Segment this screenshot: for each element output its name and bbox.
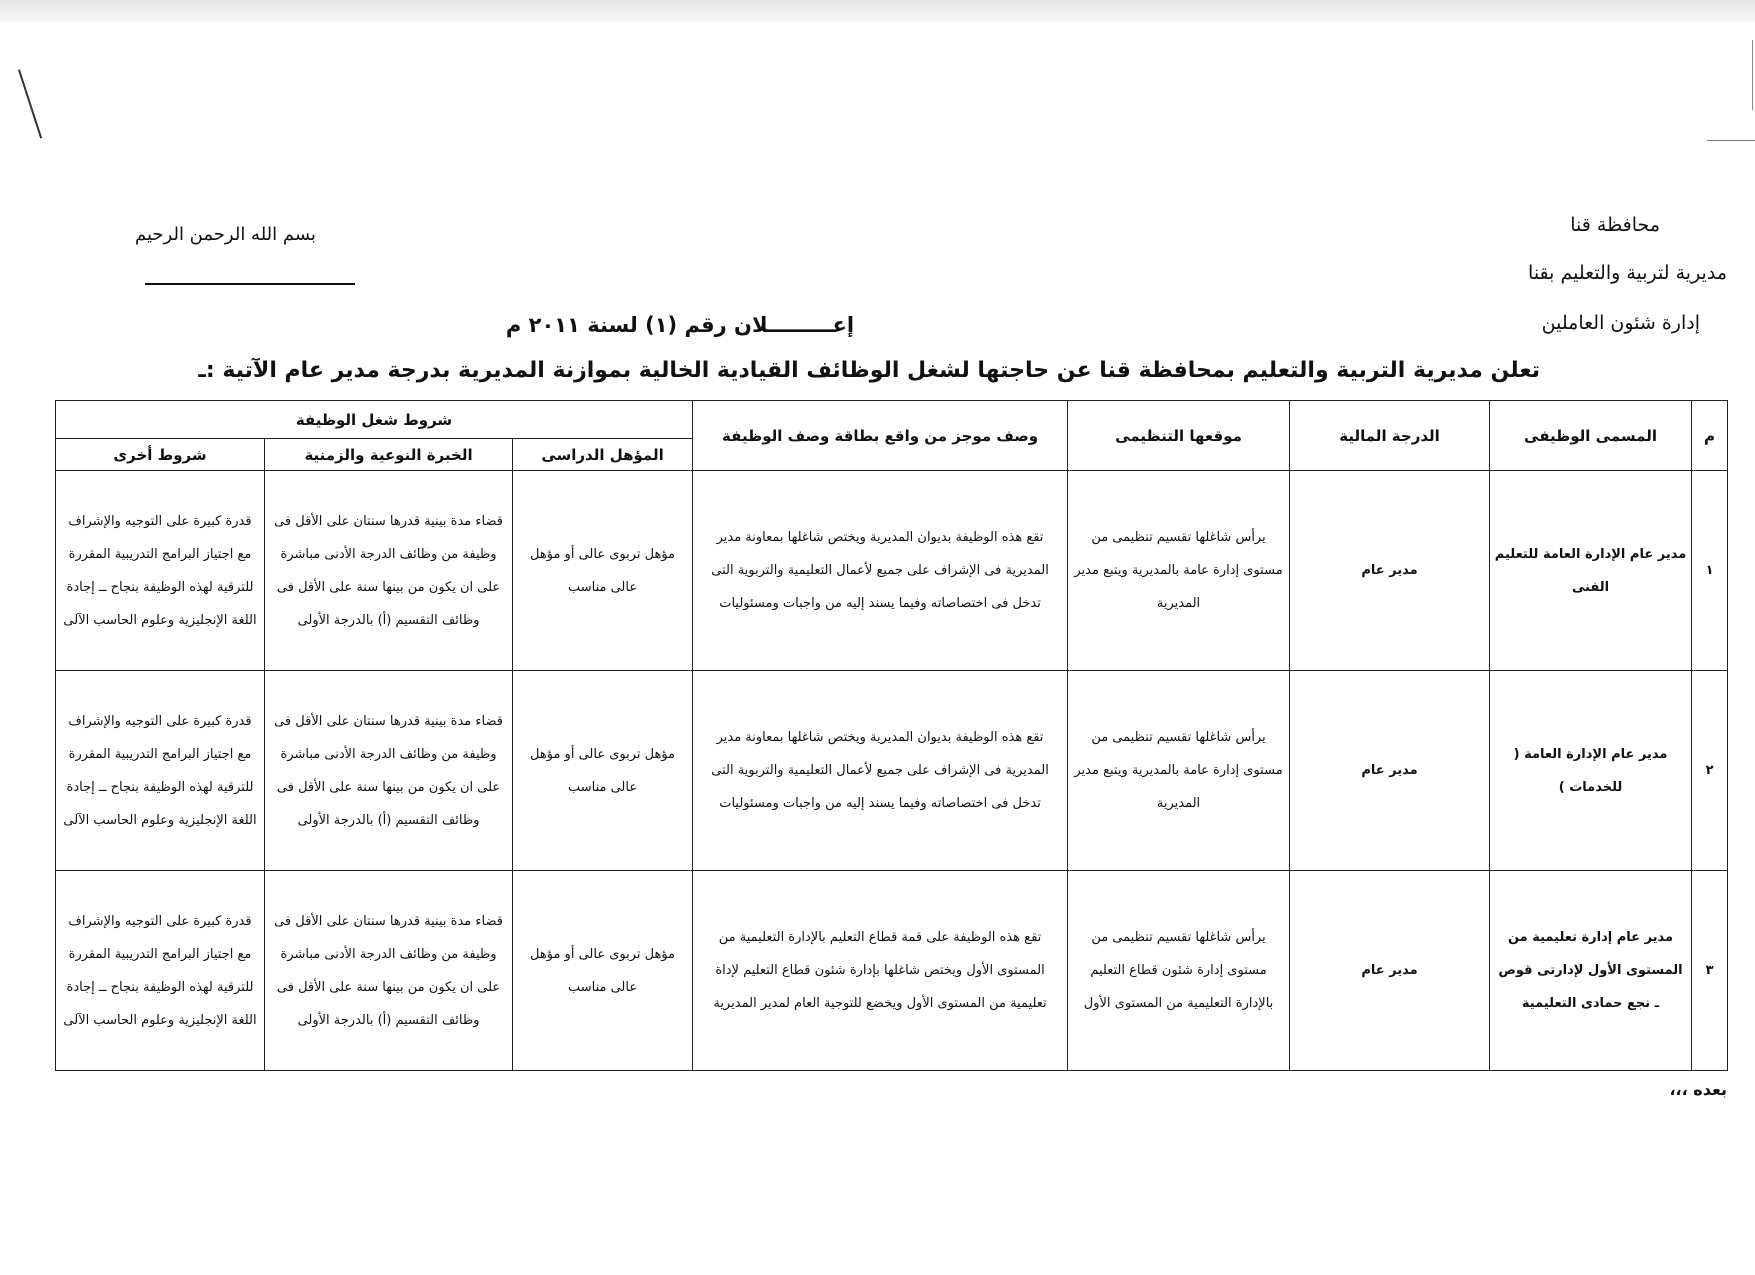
table-row bbox=[56, 871, 1728, 1071]
header-description: وصف موجز من واقع بطاقة وصف الوظيفة bbox=[693, 401, 1068, 471]
basmala-underline bbox=[145, 283, 355, 285]
scan-top-strip bbox=[0, 0, 1755, 22]
cell-description: تقع هذه الوظيفة على قمة قطاع التعليم بالإدارة التعليمية من المستوى الأول ويختص شاغلها بإدارة شئون قطاع التعليم لإداة تعليمية من المستوى الأول ويخضع للتوجية العام لمدير المديرية bbox=[693, 871, 1068, 1071]
scan-edge-line bbox=[1752, 40, 1753, 110]
directorate-label: مديرية لتربية والتعليم بقنا bbox=[1528, 262, 1727, 284]
cell-position: يرأس شاغلها تقسيم تنظيمى من مستوى إدارة شئون قطاع التعليم بالإدارة التعليمية من المستوى الأول bbox=[1068, 871, 1290, 1071]
table-row bbox=[56, 471, 1728, 671]
scan-edge-mark bbox=[1707, 140, 1755, 141]
cell-job-title: مدير عام الإدارة العامة ( للخدمات ) bbox=[1490, 671, 1692, 871]
cell-other: قدرة كبيرة على التوجيه والإشراف مع اجتياز البرامج التدريبية المقررة للترقية لهذه الوظيفة بنجاح ــ إجادة اللغة الإنجليزية وعلوم الحاسب الآلى bbox=[56, 471, 265, 671]
header-conditions-group: شروط شغل الوظيفة bbox=[56, 401, 693, 439]
cell-position: يرأس شاغلها تقسيم تنظيمى من مستوى إدارة عامة بالمديرية ويتبع مدير المديرية bbox=[1068, 471, 1290, 671]
announcement-subtitle: تعلن مديرية التربية والتعليم بمحافظة قنا عن حاجتها لشغل الوظائف القيادية الخالية بموازنة المديرية بدرجة مدير عام الآتية :ـ bbox=[198, 358, 1540, 383]
header-grade: الدرجة المالية bbox=[1290, 401, 1490, 471]
cell-job-title: مدير عام الإدارة العامة للتعليم الفنى bbox=[1490, 471, 1692, 671]
header-position: موقعها التنظيمى bbox=[1068, 401, 1290, 471]
cell-position: يرأس شاغلها تقسيم تنظيمى من مستوى إدارة عامة بالمديرية ويتبع مدير المديرية bbox=[1068, 671, 1290, 871]
cell-qualification: مؤهل تربوى عالى أو مؤهل عالى مناسب bbox=[513, 471, 693, 671]
header-qualification: المؤهل الدراسى bbox=[513, 439, 693, 471]
header-job-title: المسمى الوظيفى bbox=[1490, 401, 1692, 471]
cell-job-title: مدير عام إدارة تعليمية من المستوى الأول لإدارتى قوص ـ نجع حمادى التعليمية bbox=[1490, 871, 1692, 1071]
header-num: م bbox=[1692, 401, 1728, 471]
cell-num: ٣ bbox=[1692, 871, 1728, 1071]
footer-continued: بعده ،،، bbox=[1669, 1080, 1727, 1099]
cell-num: ١ bbox=[1692, 471, 1728, 671]
cell-num: ٢ bbox=[1692, 671, 1728, 871]
cell-qualification: مؤهل تربوى عالى أو مؤهل عالى مناسب bbox=[513, 871, 693, 1071]
jobs-table bbox=[55, 400, 1728, 1071]
basmala: بسم الله الرحمن الرحيم bbox=[135, 224, 316, 245]
department-label: إدارة شئون العاملين bbox=[1541, 312, 1700, 334]
scan-pen-mark bbox=[18, 69, 42, 138]
cell-description: تقع هذه الوظيفة بديوان المديرية ويختص شاغلها بمعاونة مدير المديرية فى الإشراف على جميع لأعمال التعليمية والتربوية التى تدخل فى اختصاصاته وفيما يسند إليه من واجبات ومسئوليات bbox=[693, 471, 1068, 671]
cell-other: قدرة كبيرة على التوجيه والإشراف مع اجتياز البرامج التدريبية المقررة للترقية لهذه الوظيفة بنجاح ــ إجادة اللغة الإنجليزية وعلوم الحاسب الآلى bbox=[56, 871, 265, 1071]
header-experience: الخبرة النوعية والزمنية bbox=[265, 439, 513, 471]
cell-experience: قضاء مدة بينية قدرها سنتان على الأقل فى وظيفة من وظائف الدرجة الأدنى مباشرة على ان يكون من بينها سنة على الأقل فى وظائف التقسيم (أ) بالدرجة الأولى bbox=[265, 871, 513, 1071]
cell-grade: مدير عام bbox=[1290, 671, 1490, 871]
cell-description: تقع هذه الوظيفة بديوان المديرية ويختص شاغلها بمعاونة مدير المديرية فى الإشراف على جميع لأعمال التعليمية والتربوية التى تدخل فى اختصاصاته وفيما يسند إليه من واجبات ومسئوليات bbox=[693, 671, 1068, 871]
cell-other: قدرة كبيرة على التوجيه والإشراف مع اجتياز البرامج التدريبية المقررة للترقية لهذه الوظيفة بنجاح ــ إجادة اللغة الإنجليزية وعلوم الحاسب الآلى bbox=[56, 671, 265, 871]
cell-qualification: مؤهل تربوى عالى أو مؤهل عالى مناسب bbox=[513, 671, 693, 871]
cell-grade: مدير عام bbox=[1290, 471, 1490, 671]
announcement-title: إعـــــــــلان رقم (١) لسنة ٢٠١١ م bbox=[505, 313, 855, 337]
header-other: شروط أخرى bbox=[56, 439, 265, 471]
cell-experience: قضاء مدة بينية قدرها سنتان على الأقل فى وظيفة من وظائف الدرجة الأدنى مباشرة على ان يكون من بينها سنة على الأقل فى وظائف التقسيم (أ) بالدرجة الأولى bbox=[265, 671, 513, 871]
governorate-label: محافظة قنا bbox=[1570, 214, 1660, 236]
cell-experience: قضاء مدة بينية قدرها سنتان على الأقل فى وظيفة من وظائف الدرجة الأدنى مباشرة على ان يكون من بينها سنة على الأقل فى وظائف التقسيم (أ) بالدرجة الأولى bbox=[265, 471, 513, 671]
cell-grade: مدير عام bbox=[1290, 871, 1490, 1071]
table-row bbox=[56, 671, 1728, 871]
